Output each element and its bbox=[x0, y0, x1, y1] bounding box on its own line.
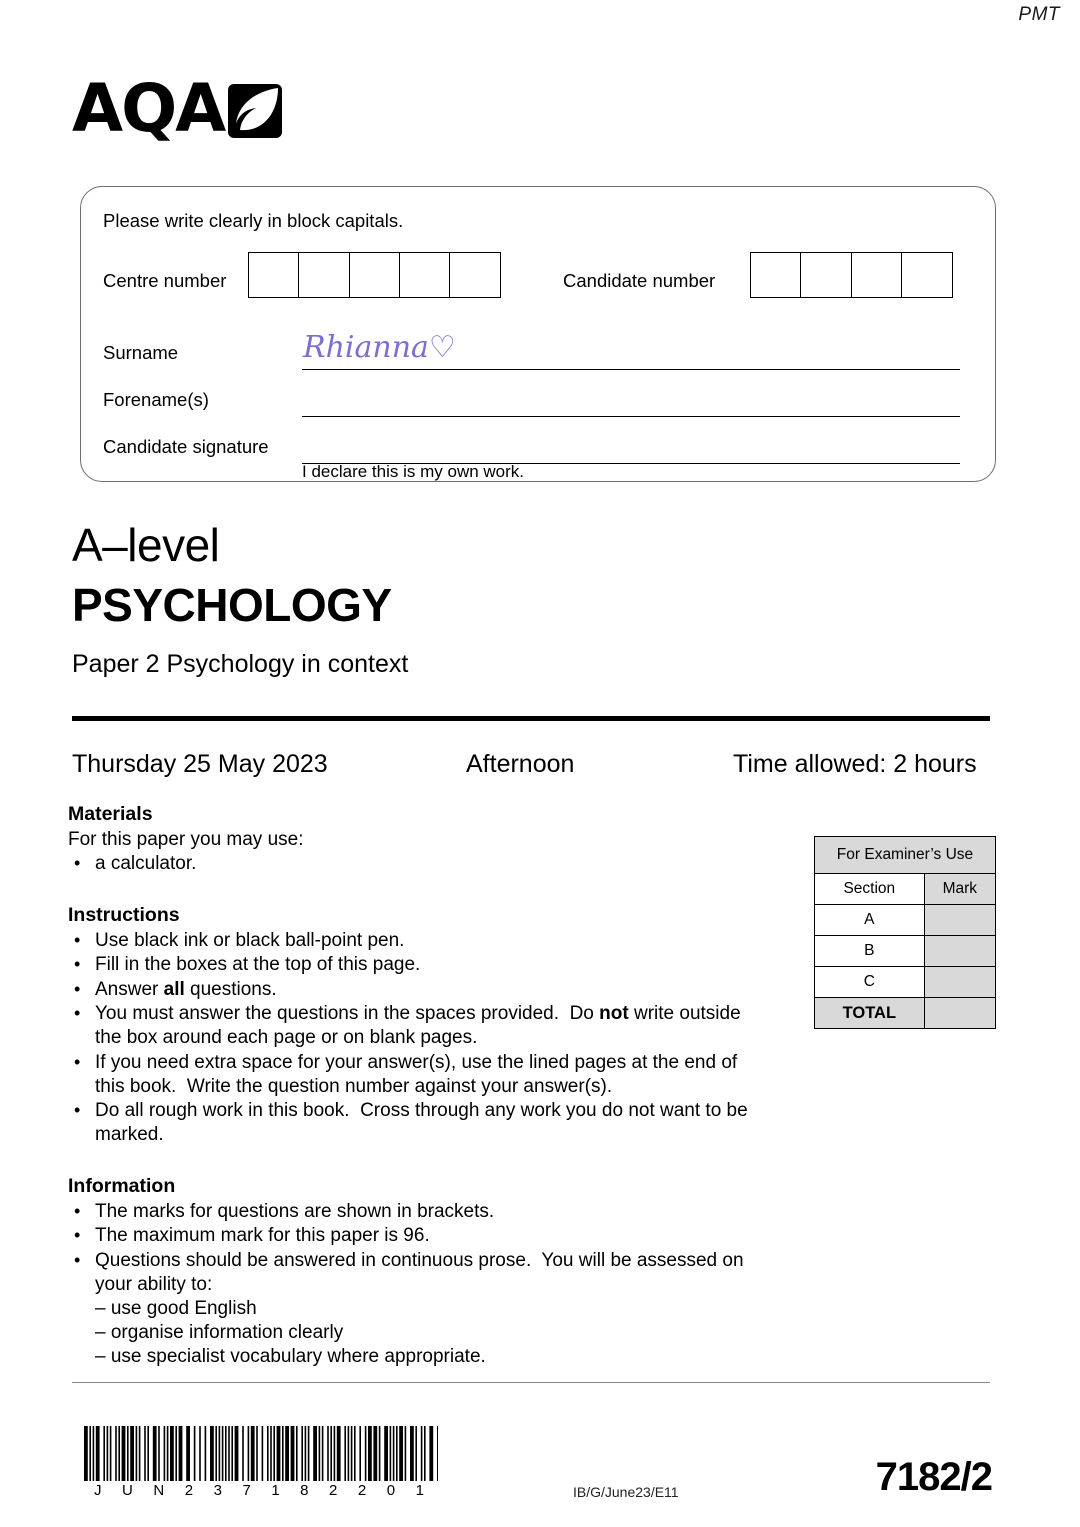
examiner-table-title-row bbox=[815, 837, 996, 874]
exam-time-allowed: Time allowed: 2 hours bbox=[733, 750, 977, 778]
centre-number-cell[interactable] bbox=[399, 252, 451, 298]
surname-field[interactable] bbox=[302, 369, 960, 370]
centre-number-cell[interactable] bbox=[298, 252, 350, 298]
barcode-char: 2 bbox=[329, 1482, 338, 1499]
table-row bbox=[815, 936, 996, 967]
qualification-level: A–level bbox=[72, 519, 220, 571]
sub-list-item: – organise information clearly bbox=[95, 1321, 758, 1345]
materials-intro: For this paper you may use: bbox=[68, 829, 304, 850]
column-header-section: Section bbox=[815, 874, 925, 905]
exam-session: Afternoon bbox=[466, 750, 575, 778]
sub-list-item: – use good English bbox=[95, 1297, 758, 1321]
ib-reference-code: IB/G/June23/E11 bbox=[573, 1484, 679, 1500]
barcode-char: 3 bbox=[213, 1482, 222, 1499]
examiner-table-header-row bbox=[815, 874, 996, 905]
list-item: • The maximum mark for this paper is 96. bbox=[68, 1224, 758, 1248]
list-item: • Answer all questions. bbox=[68, 978, 758, 1002]
candidate-signature-label: Candidate signature bbox=[103, 436, 269, 457]
sub-list-item: – use specialist vocabulary where appropriate. bbox=[95, 1345, 758, 1369]
column-header-mark: Mark bbox=[924, 874, 995, 905]
barcode-characters bbox=[94, 1482, 424, 1499]
barcode-char: 0 bbox=[386, 1482, 396, 1499]
candidate-number-cell[interactable] bbox=[851, 252, 903, 298]
declaration-text: I declare this is my own work. bbox=[302, 462, 525, 481]
table-total-row bbox=[815, 998, 996, 1029]
barcode-char: 1 bbox=[271, 1482, 280, 1499]
pmt-watermark: PMT bbox=[1018, 4, 1060, 25]
information-list bbox=[68, 1200, 758, 1297]
table-row bbox=[815, 967, 996, 998]
centre-number-input[interactable] bbox=[248, 252, 501, 298]
list-item: • If you need extra space for your answer(s), use the lined pages at the end of this book. Write the question number against your answer(s). bbox=[68, 1051, 758, 1099]
list-item: • You must answer the questions in the spaces provided. Do not write outside the box around each page or on blank pages. bbox=[68, 1002, 758, 1050]
exam-date: Thursday 25 May 2023 bbox=[72, 750, 328, 778]
centre-number-label: Centre number bbox=[103, 270, 227, 291]
spacer bbox=[68, 1148, 758, 1174]
barcode-char: 2 bbox=[184, 1482, 194, 1499]
centre-number-cell[interactable] bbox=[449, 252, 501, 298]
total-mark-cell[interactable] bbox=[924, 998, 995, 1029]
examiner-table-title: For Examiner’s Use bbox=[815, 837, 996, 874]
mark-cell-b[interactable] bbox=[924, 936, 995, 967]
for-examiner-use-table bbox=[814, 836, 996, 1029]
list-item: • Questions should be answered in continuous prose. You will be assessed on your ability to: bbox=[68, 1249, 758, 1297]
section-label-b: B bbox=[815, 936, 925, 967]
aqa-leaf-mark-icon bbox=[226, 82, 284, 145]
table-row bbox=[815, 905, 996, 936]
paper-code: 7182/2 bbox=[875, 1455, 992, 1499]
forename-field[interactable] bbox=[302, 416, 960, 417]
mark-cell-c[interactable] bbox=[924, 967, 995, 998]
barcode-char: 7 bbox=[242, 1482, 251, 1499]
list-item: • a calculator. bbox=[68, 852, 758, 876]
mark-cell-a[interactable] bbox=[924, 905, 995, 936]
forename-label: Forename(s) bbox=[103, 389, 209, 410]
section-label-a: A bbox=[815, 905, 925, 936]
subject-title: PSYCHOLOGY bbox=[72, 579, 392, 631]
barcode-char: 1 bbox=[415, 1482, 424, 1499]
surname-handwritten-value: Rhianna♡ bbox=[303, 330, 456, 365]
barcode-block bbox=[84, 1426, 438, 1499]
candidate-number-label: Candidate number bbox=[563, 270, 716, 291]
candidate-number-input[interactable] bbox=[750, 252, 953, 298]
materials-list bbox=[68, 852, 758, 876]
barcode-char: 2 bbox=[357, 1482, 367, 1499]
barcode-char: J bbox=[94, 1482, 102, 1499]
candidate-number-cell[interactable] bbox=[901, 252, 953, 298]
centre-number-cell[interactable] bbox=[349, 252, 401, 298]
list-item: • Fill in the boxes at the top of this page. bbox=[68, 953, 758, 977]
list-item: • Do all rough work in this book. Cross through any work you do not want to be marked. bbox=[68, 1099, 758, 1147]
aqa-logo-text: AQA bbox=[72, 70, 225, 147]
aqa-logo bbox=[72, 70, 284, 147]
candidate-number-cell[interactable] bbox=[800, 252, 852, 298]
materials-heading: Materials bbox=[68, 803, 153, 825]
block-capitals-note: Please write clearly in block capitals. bbox=[103, 210, 404, 231]
instructions-heading: Instructions bbox=[68, 903, 180, 926]
information-sublist bbox=[68, 1297, 758, 1369]
instructions-list bbox=[68, 929, 758, 1148]
instructions-column bbox=[68, 802, 758, 1369]
total-label: TOTAL bbox=[815, 998, 925, 1029]
section-label-c: C bbox=[815, 967, 925, 998]
list-item: • Use black ink or black ball-point pen. bbox=[68, 929, 758, 953]
barcode-char: U bbox=[122, 1482, 133, 1499]
information-heading: Information bbox=[68, 1174, 176, 1197]
barcode-icon bbox=[84, 1426, 438, 1481]
surname-label: Surname bbox=[103, 342, 179, 363]
barcode-char: N bbox=[153, 1482, 165, 1499]
candidate-number-cell[interactable] bbox=[750, 252, 802, 298]
paper-title: Paper 2 Psychology in context bbox=[72, 650, 409, 678]
centre-number-cell[interactable] bbox=[248, 252, 300, 298]
title-divider bbox=[72, 716, 990, 721]
barcode-char: 8 bbox=[300, 1482, 309, 1499]
footer-divider bbox=[72, 1382, 990, 1383]
list-item: • The marks for questions are shown in brackets. bbox=[68, 1200, 758, 1224]
spacer bbox=[68, 877, 758, 903]
